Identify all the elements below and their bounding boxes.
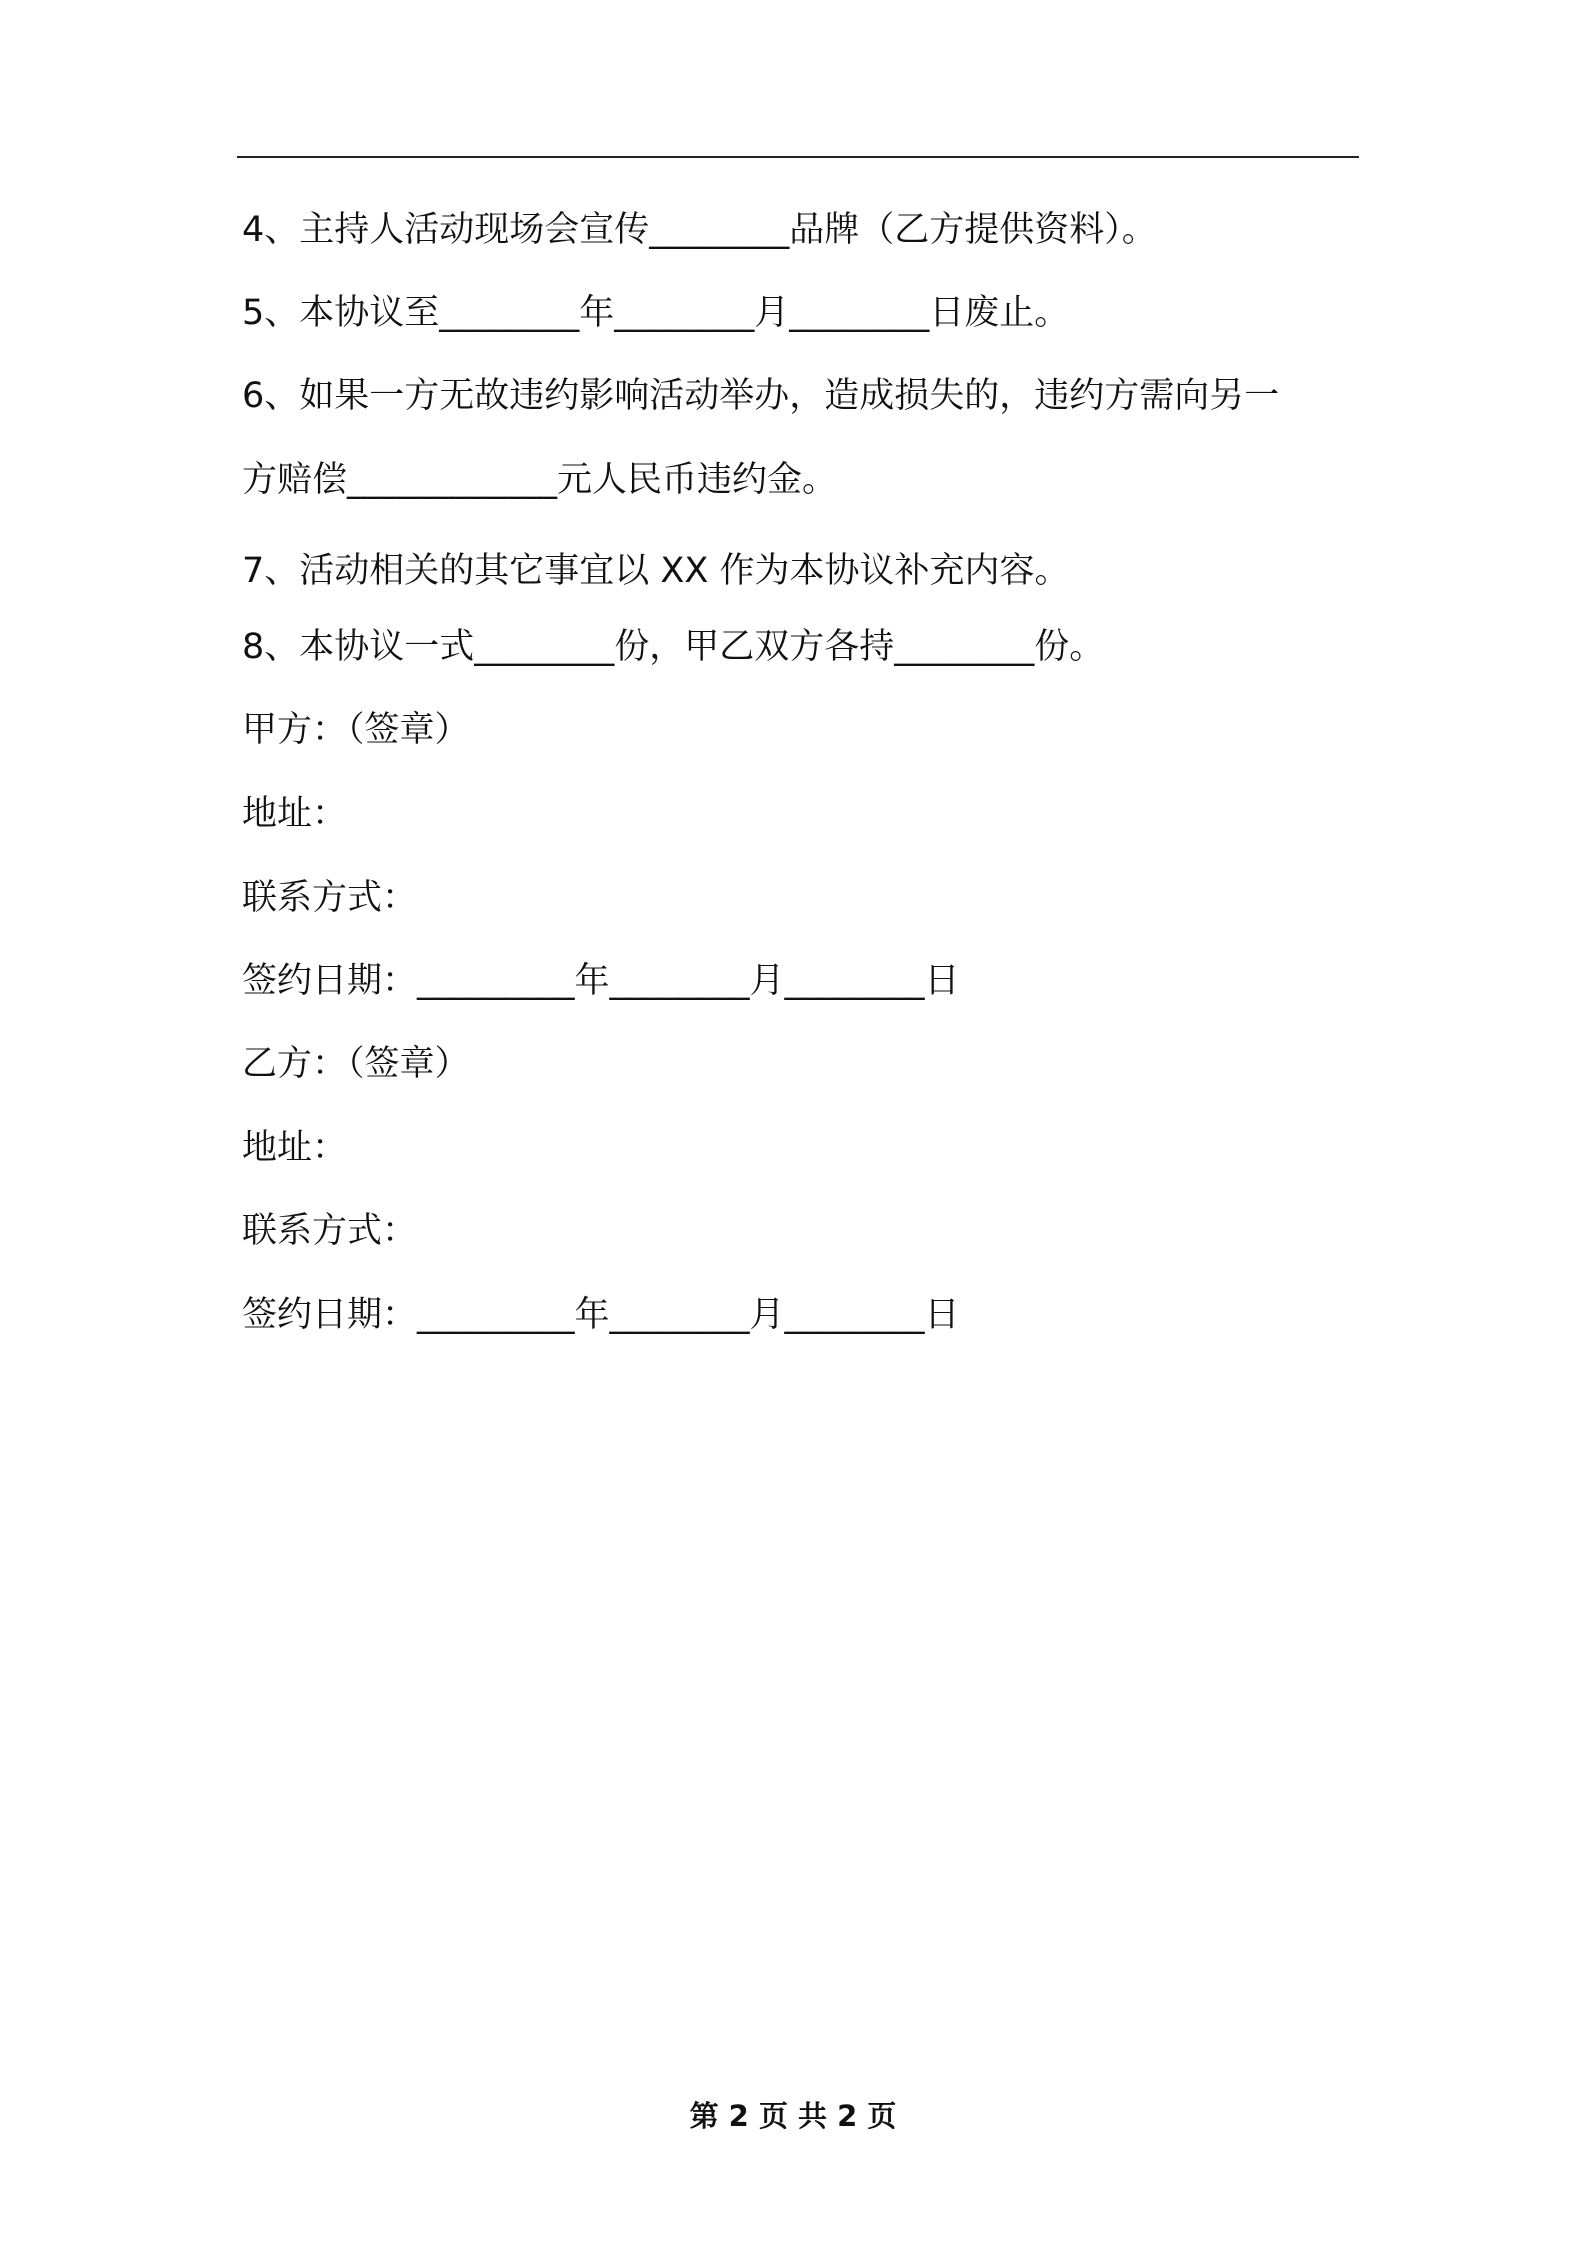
party-a-signature: 甲方：（签章） bbox=[242, 710, 470, 750]
party-b-address: 地址： bbox=[242, 1128, 348, 1168]
party-a-address: 地址： bbox=[242, 794, 348, 834]
party-b-signature: 乙方：（签章） bbox=[242, 1044, 470, 1084]
party-a-contact: 联系方式： bbox=[242, 878, 418, 918]
party-b-sign-date: 签约日期：_________年________月________日 bbox=[242, 1295, 960, 1335]
clause-6-line-1: 6、如果一方无故违约影响活动举办，造成损失的，违约方需向另一 bbox=[242, 376, 1280, 416]
page-number: 第 2 页 共 2 页 bbox=[689, 2099, 897, 2133]
clause-4: 4、主持人活动现场会宣传________品牌（乙方提供资料）。 bbox=[242, 210, 1157, 250]
header-rule bbox=[237, 156, 1359, 158]
party-b-contact: 联系方式： bbox=[242, 1211, 418, 1251]
clause-5: 5、本协议至________年________月________日废止。 bbox=[242, 293, 1070, 333]
clause-8: 8、本协议一式________份，甲乙双方各持________份。 bbox=[242, 627, 1105, 667]
clause-6-line-2: 方赔偿____________元人民币违约金。 bbox=[242, 460, 838, 500]
clause-7: 7、活动相关的其它事宜以 XX 作为本协议补充内容。 bbox=[242, 551, 1070, 591]
party-a-sign-date: 签约日期：_________年________月________日 bbox=[242, 961, 960, 1001]
